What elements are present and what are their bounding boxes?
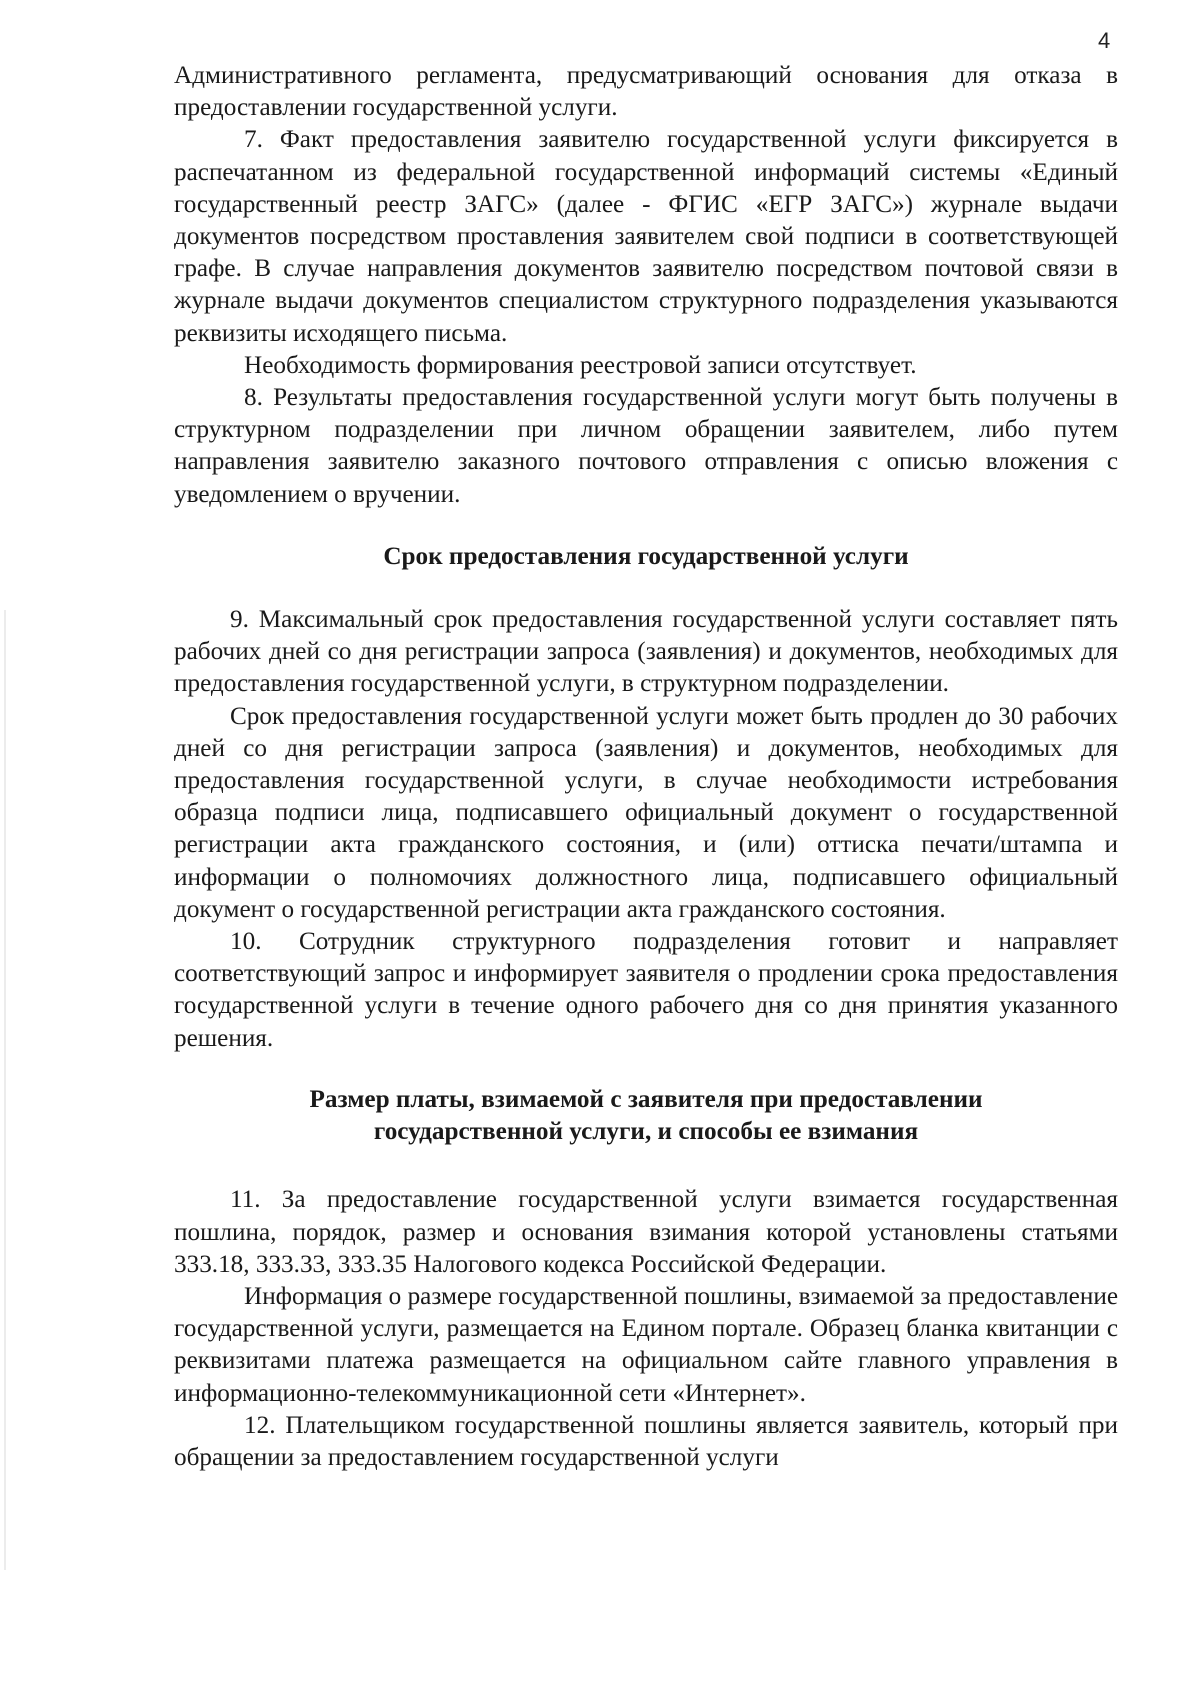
paragraph-continuation: Административного регламента, предусматривающий основания для отказа в предоставлении государственной услуги. [174,62,1118,122]
paragraph-item-11: 11. За предоставление государственной услуги взимается государственная пошлина, порядок, размер и основания взимания которой установлены статьями 333.18, 333.33, 333.35 Налогового кодекса Российской Федерации. [174,1186,1118,1278]
paragraph-item-8: 8. Результаты предоставления государственной услуги могут быть получены в структурном подразделении при личном обращении заявителем, либо путем направления заявителю заказного почтового отправления с описью вложения с уведомлением о вручении. [174,384,1118,508]
paragraph-registry-note: Необходимость формирования реестровой записи отсутствует. [244,351,917,379]
paragraph-item-7: 7. Факт предоставления заявителю государственной услуги фиксируется в распечатанном из федеральной государственной информаций системы «Единый государственный реестр ЗАГС» (далее - ФГИС «ЕГР ЗАГС») журнале выдачи документов посредством проставления заявителем свой подписи в соответствующей графе. В случае направления документов заявителю посредством почтовой связи в журнале выдачи документов специалистом структурного подразделения указываются реквизиты исходящего письма. [174,126,1118,347]
section-heading-service-term: Срок предоставления государственной услуги [383,542,909,570]
section-heading-fee [174,1084,1118,1148]
section-heading-fee-line-2: государственной услуги, и способы ее взимания [373,1118,919,1146]
paragraph-item-10: 10. Сотрудник структурного подразделения готовит и направляет соответствующий запрос и информирует заявителя о продлении срока предоставления государственной услуги в течение одного рабочего дня со дня принятия указанного решения. [174,928,1118,1052]
paragraph-extension: Срок предоставления государственной услуги может быть продлен до 30 рабочих дней со дня регистрации запроса (заявления) и документов, необходимых для предоставления государственной услуги, в случае необходимости истребования образца подписи лица, подписавшего официальный документ о государственной регистрации акта гражданского состояния, и (или) оттиска печати/штампа и информации о полномочиях должностного лица, подписавшего официальный документ о государственной регистрации акта гражданского состояния. [174,702,1118,923]
paragraph-fee-info: Информация о размере государственной пошлины, взимаемой за предоставление государственной услуги, размещается на Едином портале. Образец бланка квитанции с реквизитами платежа размещается на официальном сайте главного управления в информационно-телекоммуникационной сети «Интернет». [174,1282,1118,1407]
section-heading-fee-line-1: Размер платы, взимаемой с заявителя при предоставлении [309,1085,983,1113]
document-body [174,60,1118,1474]
scan-edge-shadow [4,610,6,1570]
paragraph-item-9: 9. Максимальный срок предоставления государственной услуги составляет пять рабочих дней со дня регистрации запроса (заявления) и документов, необходимых для предоставления государственной услуги, в структурном подразделении. [174,606,1118,698]
page-number: 4 [1098,28,1111,53]
paragraph-item-12: 12. Плательщиком государственной пошлины является заявитель, который при обращении за предоставлением государственной услуги [174,1411,1118,1471]
